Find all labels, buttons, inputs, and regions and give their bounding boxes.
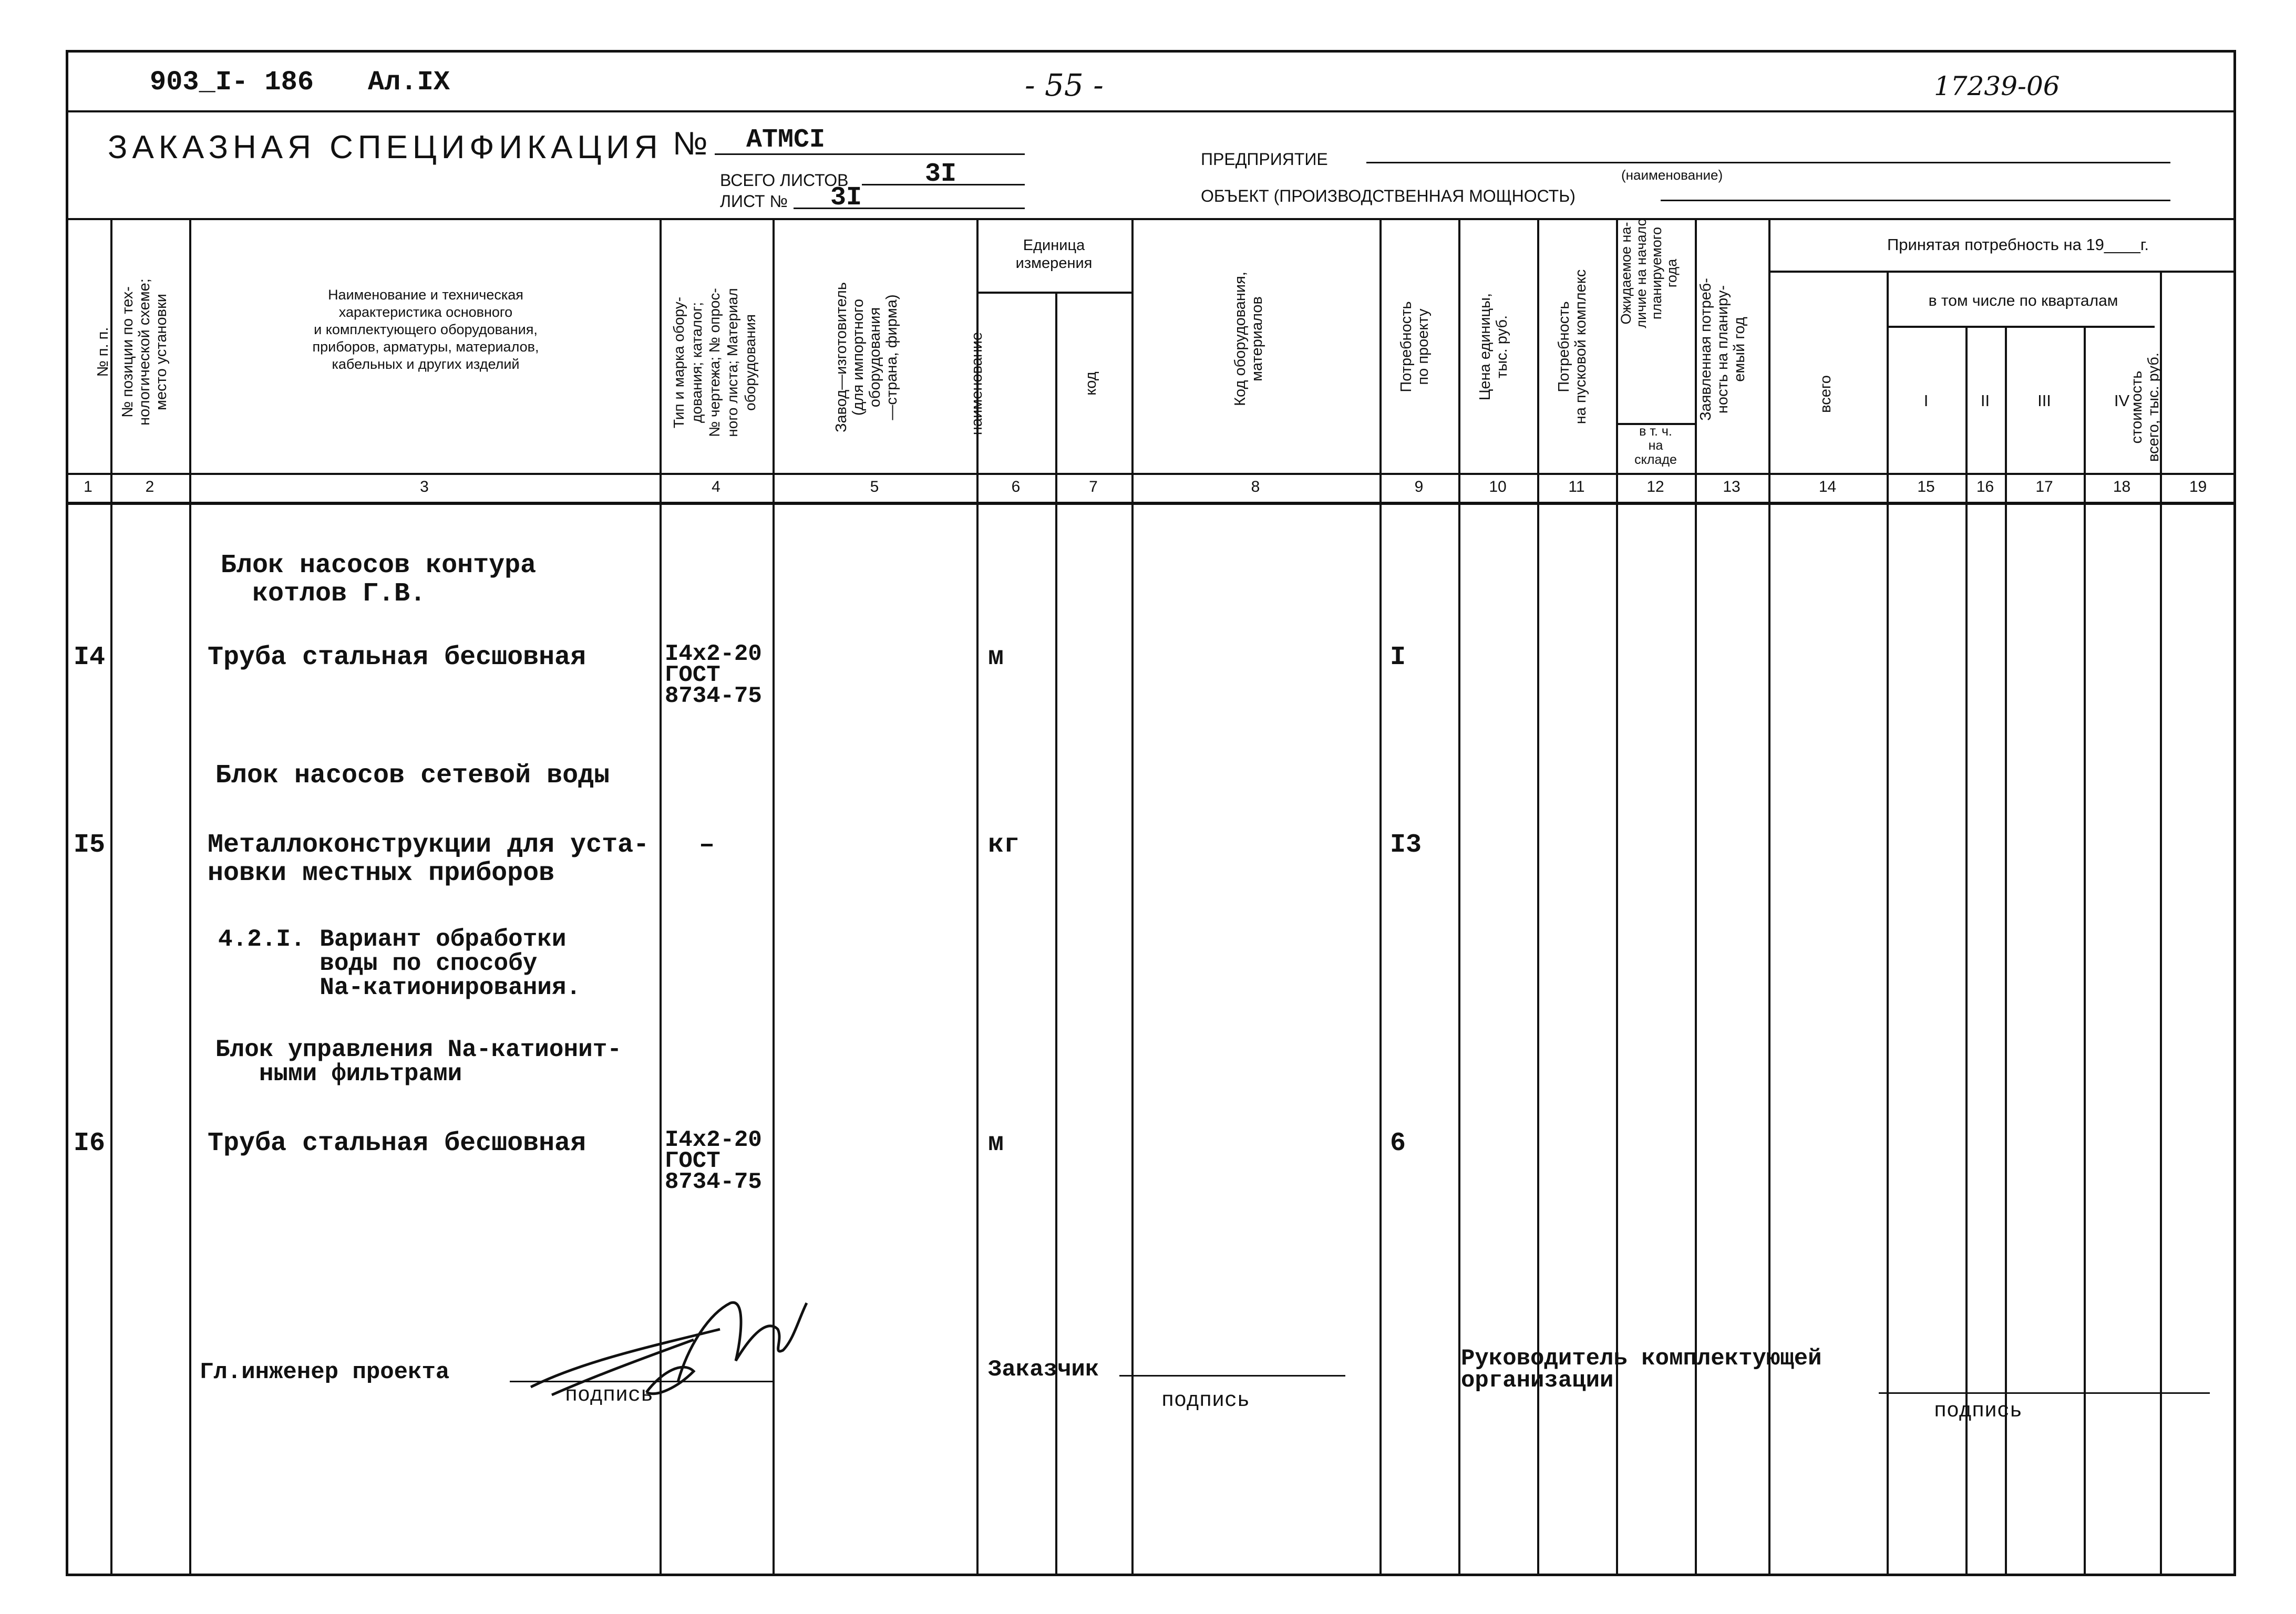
row-number: I4 [74,643,106,672]
spec-no-value: АТМСI [746,125,826,155]
row-type: I4х2-20 ГОСТ 8734-75 [665,1127,762,1195]
page-number: - 55 - [1025,67,1104,103]
row-unit: м [988,1129,1004,1158]
row-quantity: I3 [1390,830,1422,860]
header-q1: I [1923,391,1929,410]
enterprise-label: ПРЕДПРИЯТИЕ [1201,150,1328,169]
col-number: 7 [1089,478,1098,495]
col-number: 19 [2189,478,2207,495]
col-number: 6 [1011,478,1021,495]
header-in-stock: в т. ч. на складе [1634,424,1677,467]
col-number: 13 [1723,478,1741,495]
signature-caption: подпись [1934,1400,2023,1423]
signature-caption: подпись [1161,1389,1250,1413]
col-number: 9 [1414,478,1424,495]
header-q4: IV [2114,391,2130,410]
total-sheets-label: ВСЕГО ЛИСТОВ [720,171,849,190]
row-quantity: I [1390,643,1406,672]
header-q2: II [1980,391,1990,410]
header-equipment-code: Код оборудования, материалов [1232,272,1265,406]
header-unit-code: код [1083,371,1099,396]
header-demand-project: Потребность по проекту [1398,301,1432,392]
row-number: I5 [74,830,106,860]
group-heading: Блок насосов контура котлов Г.В. [221,551,537,609]
col-number: 4 [712,478,720,495]
col-number: 5 [870,478,879,495]
header-quarters: в том числе по кварталам [1928,292,2118,309]
name-hint: (наименование) [1621,167,1723,183]
col-number: 11 [1568,478,1585,495]
col-number: 2 [145,478,155,495]
header-accepted: Принятая потребность на 19____г. [1887,235,2149,254]
chief-engineer-label: Гл.инженер проекта [200,1359,450,1385]
row-unit: кг [988,830,1020,860]
header-q3: III [2037,391,2051,410]
header-unit: Единица измерения [1015,237,1093,272]
header-launch-demand: Потребность на пусковой комплекс [1556,269,1589,425]
header-row-number: № п. п. [95,327,111,377]
header-position: № позиции по тех- нологической схеме; место установки [119,278,170,426]
col-number: 8 [1251,478,1260,495]
header-expected: Ожидаемое на- личие на начало планируемого года [1618,218,1680,328]
reference-number: 17239-06 [1934,71,2060,101]
col-number: 14 [1818,478,1837,495]
signature-caption: подпись [565,1384,654,1408]
handwritten-signature [520,1282,815,1419]
col-number: 18 [2113,478,2131,495]
col-number: 12 [1646,478,1664,495]
row-name: Металлоконструкции для уста- новки местных приборов [208,830,650,888]
header-unit-name: наименование [969,332,985,436]
row-type: I4х2-20 ГОСТ 8734-75 [665,641,762,709]
header-cost: стоимость всего, тыс. руб. [2128,353,2162,462]
sheet-value: 3I [830,183,862,213]
header-type: Тип и марка обору- дования; каталог; № чертежа; № опрос- ного листа; Материал оборудования [671,288,758,437]
customer-label: Заказчик [988,1357,1099,1383]
spec-no-label: № [673,126,708,162]
object-label: ОБЪЕКТ (ПРОИЗВОДСТВЕННАЯ МОЩНОСТЬ) [1201,187,1576,205]
spec-frame [66,50,2236,1576]
col-number: 17 [2035,478,2053,495]
row-name: Труба стальная бесшовная [208,643,586,672]
sheet-label: ЛИСТ № [720,192,788,211]
header-declared: Заявленная потреб- ность на планиру- емый год [1697,278,1748,421]
header-total: всего [1817,375,1834,413]
row-name: Труба стальная бесшовная [208,1129,586,1158]
row-quantity: 6 [1390,1129,1406,1158]
form-title: ЗАКАЗНАЯ СПЕЦИФИКАЦИЯ [108,129,663,165]
row-unit: м [988,643,1004,672]
document-code: 903_I- 186 [150,67,314,98]
col-number: 10 [1489,478,1507,495]
col-number: 1 [84,478,92,495]
header-unit-price: Цена единицы, тыс. руб. [1477,293,1510,401]
col-number: 15 [1917,478,1935,495]
album-number: Ал.IX [368,67,450,98]
group-heading: Блок насосов сетевой воды [215,761,610,791]
header-manufacturer: Завод—изготовитель (для импортного оборудования —страна, фирма) [833,282,900,432]
row-number: I6 [74,1129,106,1158]
total-sheets-value: 3I [925,159,957,189]
row-type: – [699,830,715,860]
supplier-head-label: Руководитель комплектующей организации [1461,1346,1822,1394]
group-heading: 4.2.I. Вариант обработки воды по способу Na-катионирования. [218,926,581,1001]
col-number: 3 [420,478,429,495]
col-number: 16 [1976,478,1994,495]
header-name: Наименование и техническая характеристика основного и комплектующего оборудования, приборов, арматуры, материалов, кабельных и других изделий [312,287,539,372]
group-heading: Блок управления Na-катионит- ными фильтрами [215,1036,622,1088]
